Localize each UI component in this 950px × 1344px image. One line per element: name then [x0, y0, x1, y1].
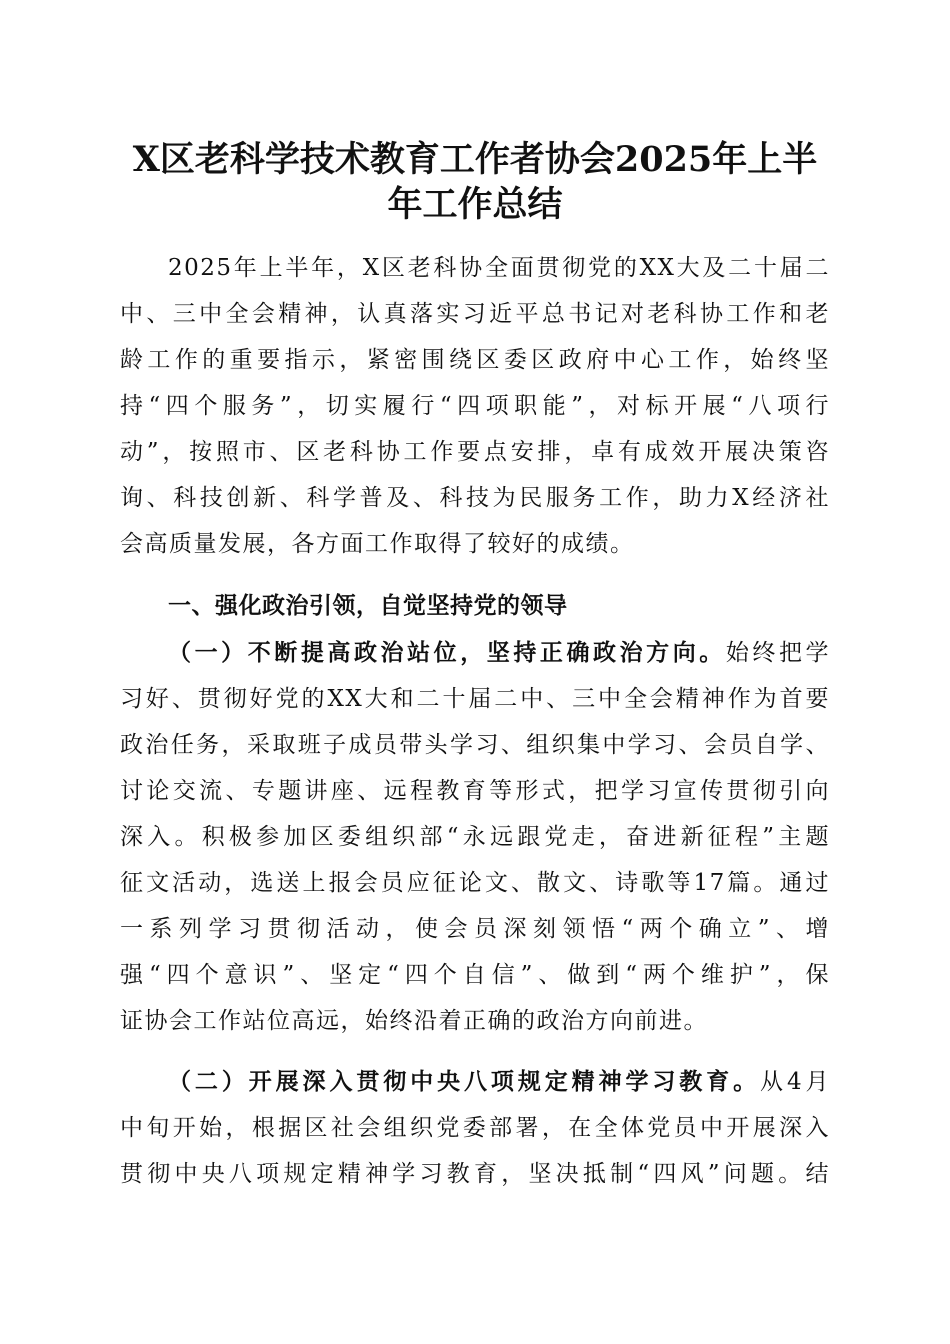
paragraph-line: 贯彻中央八项规定精神学习教育，坚决抵制“四风”问题。结	[120, 1161, 830, 1187]
paragraph-line: 询、科技创新、科学普及、科技为民服务工作，助力X经济社	[120, 485, 830, 511]
subsection-text: 从4月	[760, 1069, 831, 1095]
paragraph-line: 中旬开始，根据区社会组织党委部署，在全体党员中开展深入	[120, 1115, 830, 1141]
section-heading: 一、强化政治引领，自觉坚持党的领导	[168, 593, 568, 619]
paragraph-line: 龄工作的重要指示，紧密围绕区委区政府中心工作，始终坚	[120, 347, 830, 373]
subsection-text: 始终把学	[725, 640, 830, 666]
paragraph-line: 习好、贯彻好党的XX大和二十届二中、三中全会精神作为首要	[120, 686, 830, 712]
paragraph-line: 政治任务，采取班子成员带头学习、组织集中学习、会员自学、	[120, 732, 830, 758]
paragraph-line: 中、三中全会精神，认真落实习近平总书记对老科协工作和老	[120, 301, 830, 327]
paragraph-line: 一系列学习贯彻活动，使会员深刻领悟“两个确立”、增	[120, 916, 830, 942]
paragraph-line: 动”，按照市、区老科协工作要点安排，卓有成效开展决策咨	[120, 439, 830, 465]
paragraph-line: 持“四个服务”，切实履行“四项职能”，对标开展“八项行	[120, 393, 830, 419]
paragraph-line: 证协会工作站位高远，始终沿着正确的政治方向前进。	[120, 1008, 708, 1034]
subsection-lead: （二）开展深入贯彻中央八项规定精神学习教育。	[168, 1068, 761, 1095]
paragraph-line: 讨论交流、专题讲座、远程教育等形式，把学习宣传贯彻引向	[120, 778, 830, 804]
paragraph-line: 征文活动，选送上报会员应征论文、散文、诗歌等17篇。通过	[120, 870, 830, 896]
subsection-lead: （一）不断提高政治站位，坚持正确政治方向。	[168, 639, 726, 666]
subsection-first-line	[168, 630, 830, 676]
subsection-first-line	[168, 1059, 830, 1105]
document-title-line-2: 年工作总结	[387, 184, 563, 225]
paragraph-line: 强“四个意识”、坚定“四个自信”、做到“两个维护”，保	[120, 962, 830, 988]
paragraph-line: 深入。积极参加区委组织部“永远跟党走，奋进新征程”主题	[120, 824, 830, 850]
document-title-line-1: X区老科学技术教育工作者协会2025年上半	[132, 139, 818, 180]
paragraph-line: 2025年上半年，X区老科协全面贯彻党的XX大及二十届二	[168, 255, 830, 281]
paragraph-line: 会高质量发展，各方面工作取得了较好的成绩。	[120, 531, 635, 557]
